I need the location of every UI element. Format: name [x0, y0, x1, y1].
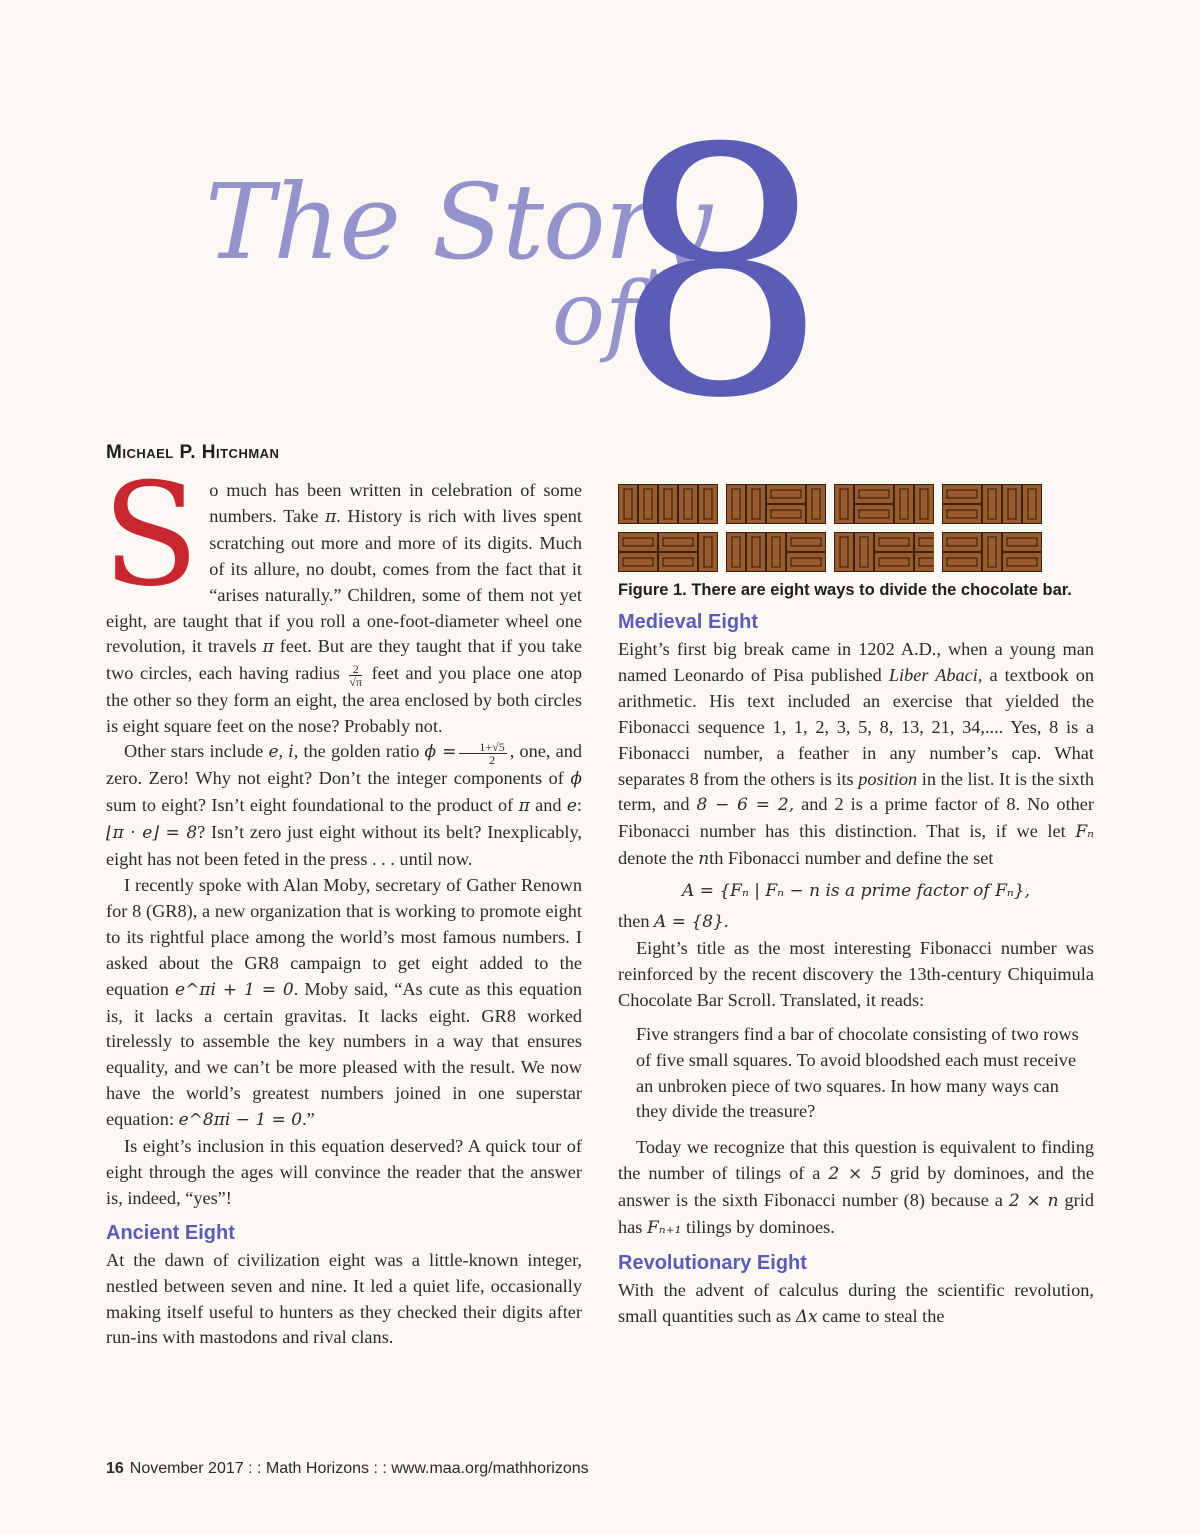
right-column	[618, 478, 1094, 1331]
paragraph-medieval: Eight’s first big break came in 1202 A.D., when a young man named Leonardo of Pisa published Liber Abaci, a textbook on arithmetic. His text included an exercise that yielded the Fibonacci sequence 1, 1, 2, 3, 5, 8, 13, 21, 34,.... Yes, 8 is a Fibonacci number, a feather in any number’s cap. What separates 8 from the others is its position in the list. It is the sixth term, and 8 − 6 = 2, and 2 is a prime factor of 8. No other Fibonacci number has this distinction. That is, if we let Fₙ denote the nth Fibonacci number and define the set	[618, 639, 1094, 870]
paragraph-stars: Other stars include e, i, the golden ratio ϕ = $\frac{1+√5}{2}$ , one, and zero. Zero! Why not eight? Don’t the integer components of ϕ sum to eight? Isn’t eight foundational to the product of π and e: ⌊π · e⌋ = 8? Isn’t zero just eight without its belt? Inexplicably, eight has not been feted in the press . . . until now.	[106, 739, 583, 870]
paragraph-then: then A = {8}.	[618, 911, 729, 933]
domino-vertical	[698, 532, 718, 572]
paragraph-tour: Is eight’s inclusion in this equation deserved? A quick tour of eight through the ages will convince the reader that the answer is, indeed, “yes”!	[106, 1136, 582, 1208]
paragraph-intro: So much has been written in celebration of some numbers. Take π. History is rich with lives spent scratching out more and more of its digits. Much of its allure, no doubt, comes from the fact that it “arises naturally.” Children, some of them not yet eight, are taught that if you roll a one-foot-diameter wheel one revolution, it travels π feet. But are they taught that if you take two circles, each having radius $\frac{2}{√\pi}$ feet and you place one atop the other so they form an eight, the area enclosed by both circles is eight square feet on the nose? Probably not.	[102, 453, 582, 736]
domino-vertical	[618, 484, 638, 524]
domino-vertical	[698, 484, 718, 524]
domino-horizontal	[658, 552, 698, 572]
domino-vertical	[638, 484, 658, 524]
domino-horizontal	[914, 552, 934, 572]
domino-horizontal	[942, 552, 982, 572]
domino-vertical	[914, 484, 934, 524]
chocolate-tiling-8	[942, 532, 1042, 572]
display-equation: A = {Fₙ | Fₙ − n is a prime factor of Fₙ},	[682, 881, 1030, 902]
paragraph-scroll: Eight’s title as the most interesting Fibonacci number was reinforced by the recent discovery the 13th-century Chiquimula Chocolate Bar Scroll. Translated, it reads:	[618, 937, 1094, 1010]
domino-horizontal	[874, 552, 914, 572]
figure-caption: Figure 1. There are eight ways to divide the chocolate bar.	[618, 581, 1072, 599]
chocolate-tiling-2	[726, 484, 826, 524]
domino-vertical	[766, 532, 786, 572]
domino-horizontal	[914, 532, 934, 552]
left-column	[102, 453, 583, 1351]
domino-horizontal	[786, 552, 826, 572]
domino-horizontal	[854, 484, 894, 504]
chocolate-tiling-1	[618, 484, 718, 524]
domino-horizontal	[1002, 532, 1042, 552]
paragraph-moby: I recently spoke with Alan Moby, secretary of Gather Renown for 8 (GR8), a new organization that is working to promote eight to its rightful place among the world’s most famous numbers. I asked about the GR8 campaign to get eight added to the equation e^πi + 1 = 0. Moby said, “As cute as this equation is, it lacks a certain gravitas. It lacks eight. GR8 worked tirelessly to assemble the key numbers in a way that ensures equality, and we can’t be more pleased with the result. We now have the world’s greatest numbers joined in one superstar equation: e^8πi − 1 = 0.”	[106, 874, 582, 1131]
domino-vertical	[982, 484, 1002, 524]
footer-text: November 2017 : : Math Horizons : : www.maa.org/mathhorizons	[129, 1460, 589, 1477]
domino-horizontal	[942, 532, 982, 552]
chocolate-tilings	[618, 484, 1094, 572]
paragraph-revolutionary: With the advent of calculus during the scientific revolution, small quantities such as Δx came to steal the	[618, 1279, 1094, 1327]
domino-horizontal	[854, 504, 894, 524]
paragraph-tilings: Today we recognize that this question is equivalent to finding the number of tilings of a 2 × 5 grid by dominoes, and the answer is the sixth Fibonacci number (8) because a 2 × n grid has Fₙ₊₁ tilings by dominoes.	[618, 1137, 1094, 1239]
chocolate-tiling-7	[834, 532, 934, 572]
page-number: 16	[106, 1460, 124, 1477]
domino-vertical	[834, 484, 854, 524]
domino-vertical	[982, 532, 1002, 572]
domino-horizontal	[766, 484, 806, 504]
domino-vertical	[1002, 484, 1022, 524]
chocolate-tiling-4	[942, 484, 1042, 524]
domino-horizontal	[618, 532, 658, 552]
fraction-golden: $\frac{1+√5}{2}$	[459, 741, 506, 766]
domino-vertical	[854, 532, 874, 572]
domino-horizontal	[786, 532, 826, 552]
domino-vertical	[806, 484, 826, 524]
domino-vertical	[746, 484, 766, 524]
domino-horizontal	[766, 504, 806, 524]
domino-horizontal	[1002, 552, 1042, 572]
author-byline: Michael P. Hitchman	[106, 442, 280, 463]
domino-horizontal	[658, 532, 698, 552]
heading-medieval-eight: Medieval Eight	[618, 611, 759, 633]
domino-horizontal	[618, 552, 658, 572]
domino-vertical	[726, 484, 746, 524]
domino-vertical	[834, 532, 854, 572]
domino-horizontal	[874, 532, 914, 552]
title-story: The Story	[205, 161, 712, 283]
domino-vertical	[1022, 484, 1042, 524]
domino-vertical	[678, 484, 698, 524]
domino-vertical	[746, 532, 766, 572]
chocolate-tiling-5	[618, 532, 718, 572]
chocolate-tiling-6	[726, 532, 826, 572]
domino-horizontal	[942, 484, 982, 504]
title-eight: 8	[612, 77, 829, 473]
domino-vertical	[658, 484, 678, 524]
page-footer	[106, 1460, 589, 1478]
figure-chocolate	[618, 484, 1094, 601]
domino-vertical	[726, 532, 746, 572]
paragraph-ancient: At the dawn of civilization eight was a little-known integer, nestled between seven and nine. It led a quiet life, occasionally making itself useful to hunters as they checked their digits after run-ins with mastodons and rival clans.	[106, 1249, 582, 1348]
drop-cap: S	[102, 453, 200, 618]
chocolate-tiling-3	[834, 484, 934, 524]
domino-vertical	[894, 484, 914, 524]
heading-ancient-eight: Ancient Eight	[106, 1221, 235, 1244]
title-of: of	[552, 262, 638, 365]
heading-revolutionary-eight: Revolutionary Eight	[618, 1251, 807, 1274]
quote-scroll: Five strangers find a bar of chocolate consisting of two rows of five small squares. To avoid bloodshed each must receive an unbroken piece of two squares. In how many ways can they divide the treasure?	[636, 1023, 1079, 1122]
domino-horizontal	[942, 504, 982, 524]
fraction-radius: $\frac{2}{√\pi}$	[349, 661, 363, 689]
